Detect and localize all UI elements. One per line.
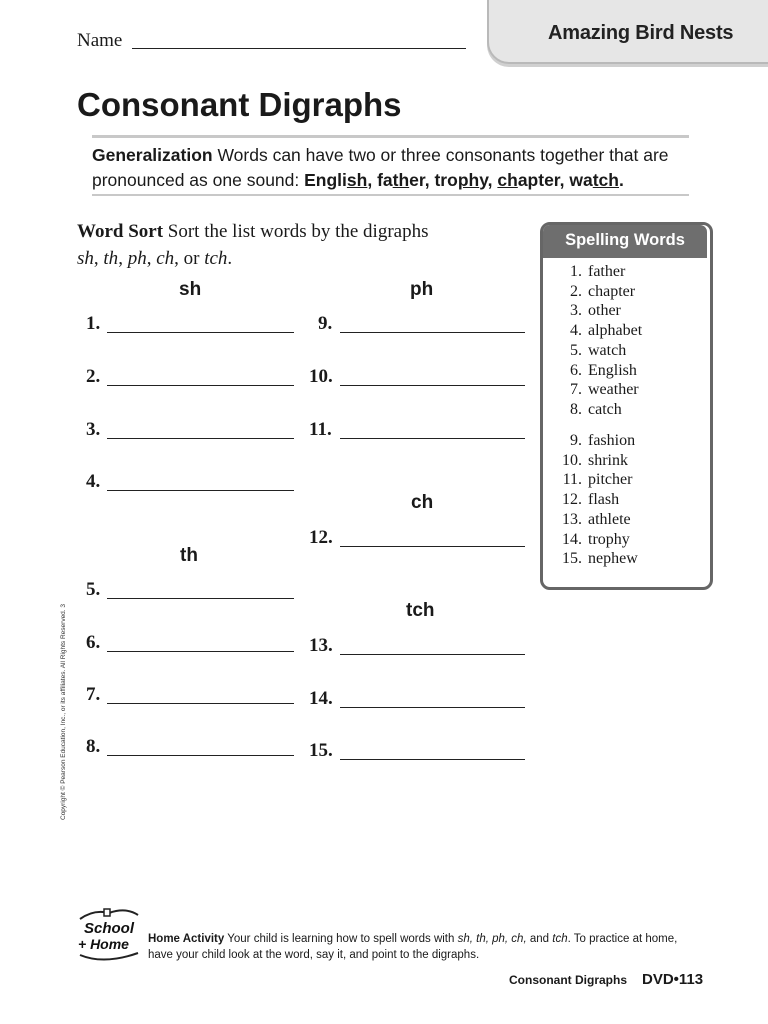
divider-top [92, 135, 689, 138]
spelling-word-text: weather [588, 381, 639, 399]
spelling-word [560, 510, 638, 530]
spelling-word [560, 470, 638, 490]
example-word: English [304, 170, 368, 190]
answer-number-4: 4. [86, 471, 101, 492]
footer-label: Consonant Digraphs [509, 973, 628, 987]
digraph-sh: sh [77, 248, 94, 269]
spelling-word-number: 3. [570, 302, 582, 320]
spelling-word [560, 490, 638, 510]
group-heading-ph: ph [410, 279, 434, 300]
generalization-examples: English, father, trophy, chapter, watch. [304, 170, 624, 190]
spelling-word-number: 14. [562, 530, 582, 548]
spelling-word-text: alphabet [588, 322, 643, 340]
spelling-word [560, 400, 642, 420]
spelling-word-number: 10. [562, 451, 582, 469]
answer-number-11: 11. [309, 419, 332, 440]
example-digraph: ch [497, 170, 518, 190]
spelling-words-list-a [560, 262, 642, 420]
spelling-word-number: 1. [570, 263, 582, 280]
answer-number-9: 9. [318, 313, 333, 334]
answer-number-6: 6. [86, 632, 101, 653]
spelling-word [560, 361, 642, 381]
group-heading-sh: sh [179, 279, 202, 300]
spelling-word-text: flash [588, 491, 620, 509]
home-activity-text-2: and [529, 933, 550, 945]
home-activity-digraph-tch: tch [552, 933, 568, 945]
spelling-word-text: father [588, 263, 626, 280]
generalization [92, 143, 702, 193]
logo-school-text: School [84, 920, 135, 937]
answer-number-10: 10. [309, 366, 333, 387]
school-home-logo [74, 907, 144, 965]
example-digraph: sh [346, 170, 368, 190]
spelling-word-text: English [588, 361, 637, 379]
digraph-tch: tch [204, 248, 228, 269]
word-sort-instructions: Word Sort Sort the list words by the digraphs sh, th, ph, ch, or tch. [77, 221, 429, 269]
story-title: Amazing Bird Nests [548, 22, 734, 44]
answer-blank-15[interactable] [340, 759, 525, 760]
answer-blank-9[interactable] [340, 332, 525, 333]
example-word: chapter [497, 170, 560, 190]
answer-number-1: 1. [86, 313, 101, 334]
example-digraph: ph [457, 170, 480, 190]
example-word: watch [569, 170, 619, 190]
answer-number-14: 14. [309, 688, 333, 709]
spelling-word-text: other [588, 302, 621, 320]
generalization-label: Generalization [92, 145, 213, 165]
generalization-text: Words can have two or three consonants together that are pronounced as one sound: [92, 145, 669, 190]
group-heading-th: th [180, 545, 198, 566]
spelling-word-text: pitcher [588, 471, 633, 489]
digraph-th: th [103, 248, 119, 269]
spelling-word [560, 321, 642, 341]
name-field-line[interactable] [132, 48, 466, 49]
spelling-word [560, 262, 642, 282]
answer-number-3: 3. [86, 419, 101, 440]
answer-blank-10[interactable] [340, 385, 525, 386]
spelling-word-number: 12. [562, 491, 582, 509]
home-activity-label: Home Activity [148, 933, 225, 945]
spelling-words-title: Spelling Words [543, 225, 707, 258]
example-word: father [377, 170, 425, 190]
spelling-word-number: 13. [562, 510, 582, 528]
spelling-word-number: 6. [570, 361, 582, 379]
spelling-word [560, 451, 638, 471]
spelling-word [560, 341, 642, 361]
spelling-word [560, 380, 642, 400]
spelling-word [560, 530, 638, 550]
answer-number-12: 12. [309, 527, 333, 548]
spelling-word-text: shrink [588, 451, 628, 469]
spelling-word [560, 301, 642, 321]
answer-number-15: 15. [309, 740, 333, 761]
spelling-words-list-b [560, 431, 638, 569]
spelling-word-text: watch [588, 341, 627, 359]
spelling-word-text: nephew [588, 550, 638, 568]
example-word: trophy [434, 170, 488, 190]
page-title: Consonant Digraphs [77, 86, 402, 123]
spelling-word-number: 7. [570, 381, 582, 399]
home-activity-digraphs: sh, th, ph, ch, [457, 933, 527, 945]
name-label: Name [77, 30, 123, 51]
spelling-word [560, 282, 642, 302]
word-sort-label: Word Sort [77, 221, 164, 242]
answer-number-5: 5. [86, 579, 101, 600]
home-activity-text-3: . To practice at home, have your child look at the word, say it, and point to the digraphs. [148, 933, 678, 961]
answer-number-13: 13. [309, 635, 333, 656]
page-number: DVD•113 [642, 971, 704, 988]
example-digraph: th [392, 170, 410, 190]
group-heading-tch: tch [406, 600, 435, 621]
spelling-word-number: 9. [570, 432, 582, 449]
home-activity [148, 931, 678, 963]
answer-blank-2[interactable] [107, 385, 294, 386]
answer-blank-13[interactable] [340, 654, 525, 655]
answer-blank-7[interactable] [107, 703, 294, 704]
spelling-word-number: 5. [570, 341, 582, 359]
divider-bottom [92, 194, 689, 196]
spelling-word-number: 4. [570, 322, 582, 340]
spelling-word-number: 11. [562, 471, 582, 489]
copyright-notice: Copyright © Pearson Education, Inc., or its affiliates. All Rights Reserved. 3 [60, 603, 67, 820]
answer-blank-8[interactable] [107, 755, 294, 756]
spelling-word-text: trophy [588, 530, 630, 548]
spelling-word-text: chapter [588, 282, 636, 300]
answer-blank-6[interactable] [107, 651, 294, 652]
spelling-word-text: athlete [588, 510, 631, 528]
spelling-word [560, 431, 638, 451]
word-sort-text: Sort the list words by the digraphs [167, 221, 429, 242]
spelling-word-text: catch [588, 400, 622, 418]
home-activity-text-1: Your child is learning how to spell words with [227, 933, 455, 945]
spelling-word [560, 549, 638, 569]
spelling-word-text: fashion [588, 432, 636, 449]
digraph-ph: ph [127, 248, 147, 269]
answer-blank-5[interactable] [107, 598, 294, 599]
spelling-word-number: 8. [570, 400, 582, 418]
answer-blank-11[interactable] [340, 438, 525, 439]
answer-blank-12[interactable] [340, 546, 525, 547]
answer-number-2: 2. [86, 366, 101, 387]
answer-blank-14[interactable] [340, 707, 525, 708]
answer-number-8: 8. [86, 736, 101, 757]
example-digraph: tch [592, 170, 619, 190]
digraph-ch: ch [156, 248, 175, 269]
answer-blank-4[interactable] [107, 490, 294, 491]
spelling-word-number: 15. [562, 550, 582, 568]
answer-number-7: 7. [86, 684, 101, 705]
spelling-word-number: 2. [570, 282, 582, 300]
answer-blank-1[interactable] [107, 332, 294, 333]
group-heading-ch: ch [411, 492, 434, 513]
logo-home-text: + Home [78, 936, 129, 952]
answer-blank-3[interactable] [107, 438, 294, 439]
